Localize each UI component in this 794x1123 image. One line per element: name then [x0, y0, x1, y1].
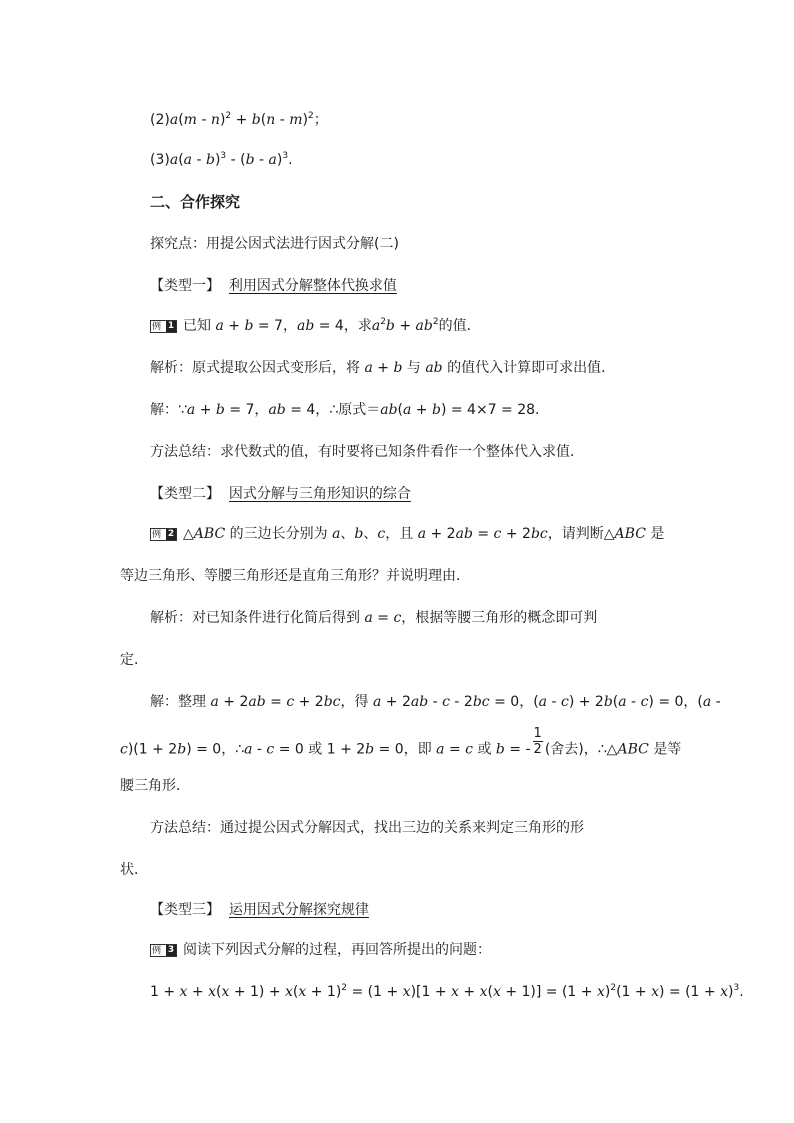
example-2-analysis-line2: 定．: [120, 652, 148, 668]
example-3: 例 3 阅读下列因式分解的过程，再回答所提出的问题：: [152, 942, 491, 958]
example-1-analysis: 解析：原式提取公因式变形后，将 a + b 与 ab 的值代入计算即可求出值．: [150, 360, 616, 376]
example-badge-icon: 例 1: [150, 320, 177, 333]
example-1-solution: 解：∵a + b = 7，ab = 4，∴原式＝ab(a + b) = 4×7 = 28.: [150, 402, 540, 418]
example-1-method: 方法总结：求代数式的值，有时要将已知条件看作一个整体代入求值．: [150, 444, 584, 460]
fraction: $\frac{1}{2}$: [533, 726, 542, 757]
type3-heading: [150, 900, 369, 920]
example-2-method-line1: 方法总结：通过提公因式分解因式，找出三边的关系来判定三角形的形: [150, 820, 584, 836]
type1-heading: [150, 276, 397, 296]
example-2-analysis-line1: 解析：对已知条件进行化简后得到 a = c，根据等腰三角形的概念即可判: [150, 610, 598, 626]
explore-point: 探究点：用提公因式法进行因式分解(二): [150, 236, 399, 252]
example-2-method-line2: 状．: [120, 862, 148, 878]
example-2-line1: 例 2 △ABC 的三边长分别为 a、b、c，且 a + 2ab = c + 2bc，请判断△ABC 是: [152, 526, 665, 542]
type2-bracket: 【类型二】: [150, 486, 220, 502]
section-heading: 二、合作探究: [150, 193, 241, 211]
example-2-line2: 等边三角形、等腰三角形还是直角三角形？并说明理由．: [120, 568, 470, 584]
example-1: 例 1 已知 a + b = 7，ab = 4，求$a^2b + ab^2$的值．: [152, 317, 481, 334]
example-3-formula: $1 + x + x(x + 1) + x(x + 1)^2 = (1 + x)[1 + x + x(x + 1)] = (1 + x)^2(1 + x) = (1 + x)^3$.: [150, 983, 744, 1000]
type1-title: 利用因式分解整体代换求值: [228, 278, 397, 294]
example-2-solution-line1: 解：整理 a + 2ab = c + 2bc，得 a + 2ab - c - 2bc = 0，(a - c) + 2b(a - c) = 0，(a -: [150, 694, 721, 710]
type2-title: 因式分解与三角形知识的综合: [228, 486, 411, 502]
type3-bracket: 【类型三】: [150, 902, 220, 918]
exercise-item-2: (2)a(m - n)$^2$ + b(n - m)$^2$；: [150, 111, 328, 128]
type2-heading: [150, 484, 411, 504]
example-badge-icon: 例 2: [150, 528, 177, 541]
example-badge-icon: 例 3: [150, 944, 177, 957]
type3-title: 运用因式分解探究规律: [228, 902, 369, 918]
type1-bracket: 【类型一】: [150, 278, 220, 294]
exercise-item-3: (3)a(a - b)$^3$ - (b - a)$^3$.: [150, 151, 293, 168]
example-2-solution-line2: c)(1 + 2b) = 0，∴a - c = 0 或 1 + 2b = 0，即 a = c 或 b = - $\frac{1}{2}$ (舍去)，∴△ABC 是等: [120, 726, 682, 758]
example-2-solution-line3: 腰三角形．: [120, 778, 190, 794]
